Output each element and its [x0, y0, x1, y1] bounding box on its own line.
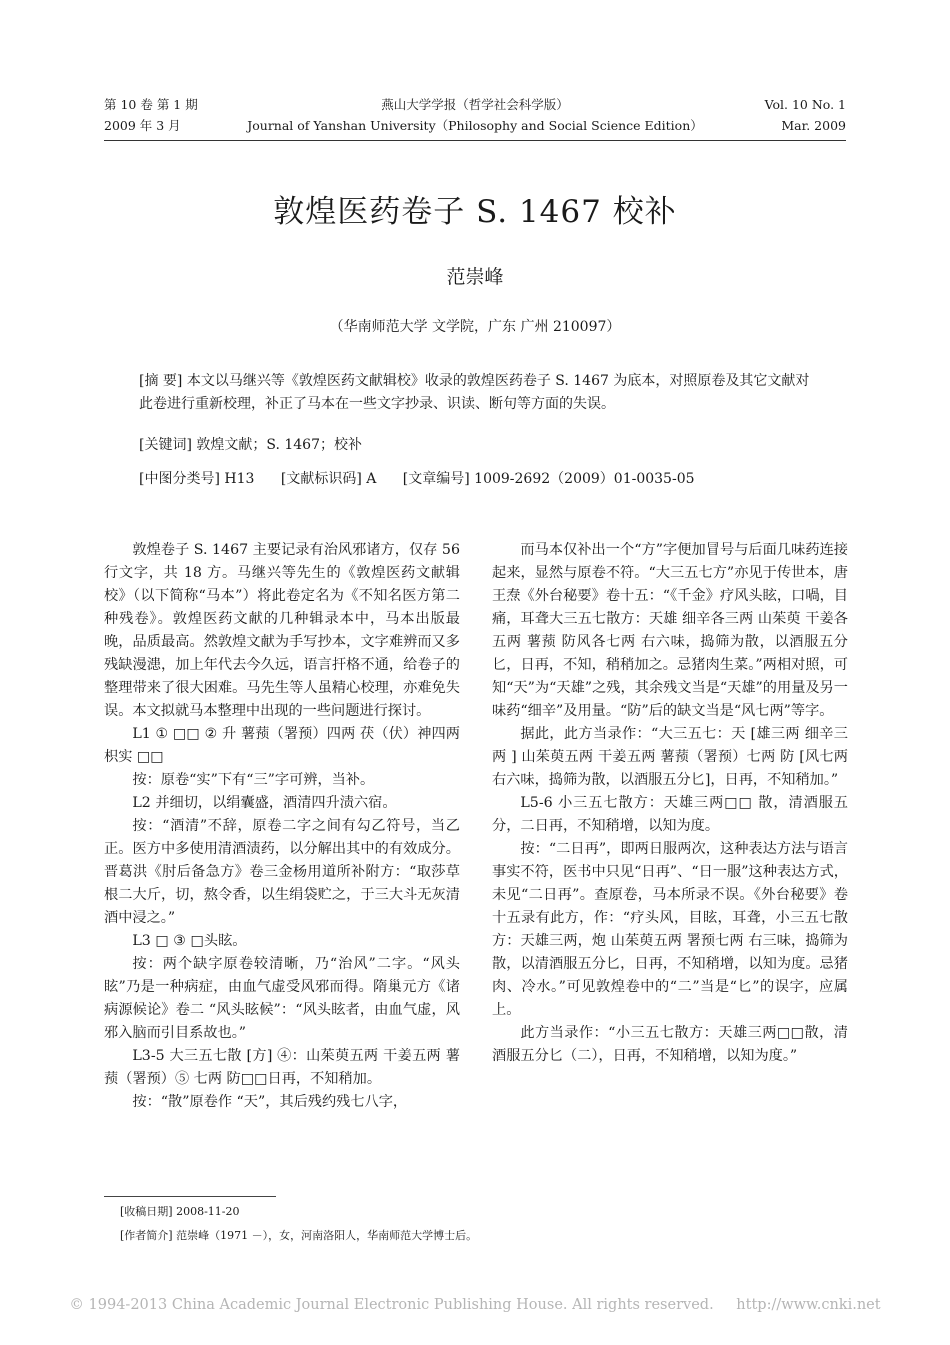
footnote-rule	[104, 1196, 276, 1197]
paper-title: 敦煌医药卷子 S. 1467 校补	[273, 194, 677, 230]
paragraph: 按：“二日再”，即两日服两次，这种表达方法与语言事实不符，医书中只见“日再”、“日一服”这种表达方式，未见“二日再”。查原卷，马本所录不误。《外台秘要》卷十五录有此方，作：“疗头风，目眩，耳聋，小三五七散方：天雄三两，炮 山茱萸五两 署预七两 右三味，捣筛为散，以清酒服五分匕，日再，不知稍增，以知为度。忌猪肉、冷水。”可见敦煌卷中的“二”当是“匕”的误字，应属上。	[492, 841, 848, 1018]
paragraph: L5-6 小三五七散方：天雄三两□□ 散，清酒服五分，二日再，不知稍增，以知为度。	[492, 795, 848, 834]
paragraph: 按：原卷“实”下有“三”字可辨，当补。	[132, 772, 375, 788]
classification-line	[139, 468, 819, 491]
clc-number: [中图分类号] H13	[139, 471, 255, 487]
paragraph: L2 并细切，以绢囊盛，酒清四升渍六宿。	[132, 795, 397, 811]
footer-url[interactable]: http://www.cnki.net	[736, 1297, 881, 1313]
volume-issue-en: Vol. 10 No. 1	[764, 97, 846, 112]
body-column-left	[104, 539, 460, 1114]
paragraph: L3 □ ③ □头眩。	[132, 933, 247, 949]
received-date: [收稿日期] 2008-11-20	[120, 1205, 240, 1218]
paragraph: 而马本仅补出一个“方”字便加冒号与后面几味药连接起来，显然与原卷不符。“大三五七方”亦见于传世本，唐王焘《外台秘要》卷十五：“《千金》疗风头眩，口喎，目痛，耳聋大三五七散方：天雄 细辛各三两 山茱萸 干姜各五两 薯蓣 防风各七两 右六味，捣筛为散，以酒服五分匕，日再，不知，稍稍加之。忌猪肉生菜。”两相对照，可知“天”为“天雄”之残，其余残文当是“天雄”的用量及另一味药“细辛”及用量。“防”后的缺文当是“风七两”等字。	[492, 542, 848, 719]
article-number: [文章编号] 1009-2692（2009）01-0035-05	[402, 471, 695, 487]
author-bio: [作者简介] 范崇峰（1971 －），女，河南洛阳人，华南师范大学博士后。	[120, 1229, 478, 1242]
keywords: [关键词] 敦煌文献；S. 1467；校补	[139, 437, 362, 453]
journal-name-en: Journal of Yanshan University（Philosophy and Social Science Edition）	[247, 118, 703, 133]
body-column-right	[492, 539, 848, 1068]
paragraph: 敦煌卷子 S. 1467 主要记录有治风邪诸方，仅存 56 行文字，共 18 方。马继兴等先生的《敦煌医药文献辑校》（以下简称“马本”）将此卷定名为《不知名医方第二种残卷》。敦煌医药文献的几种辑录本中，马本出版最晚，品质最高。然敦煌文献为手写抄本，文字难辨而又多残缺漫漶，加上年代去今久远，语言扞格不通，给卷子的整理带来了很大困难。马先生等人虽精心校理，亦难免失误。本文拟就马本整理中出现的一些问题进行探讨。	[104, 542, 460, 719]
paragraph: L3-5 大三五七散 [方] ④：山茱萸五两 干姜五两 薯蓣（署预）⑤ 七两 防□□日再，不知稍加。	[104, 1048, 460, 1087]
paragraph: 此方当录作：“小三五七散方：天雄三两□□散，清酒服五分匕（二），日再，不知稍增，以知为度。”	[492, 1025, 848, 1064]
author-affiliation: （华南师范大学 文学院，广东 广州 210097）	[329, 319, 621, 335]
publication-date-en: Mar. 2009	[781, 118, 846, 133]
abstract: [摘 要] 本文以马继兴等《敦煌医药文献辑校》收录的敦煌医药卷子 S. 1467 为底本，对照原卷及其它文献对此卷进行重新校理，补正了马本在一些文字抄录、识读、断句等方面的失误。	[139, 373, 810, 412]
journal-name	[230, 94, 720, 136]
journal-name-zh: 燕山大学学报（哲学社会科学版）	[381, 97, 569, 112]
paragraph: 按：两个缺字原卷较清晰，乃“治风”二字。“风头眩”乃是一种病症，由血气虚受风邪而得。隋巢元方《诸病源候论》卷二 “风头眩候”：“风头眩者，由血气虚，风邪入脑而引目系故也。”	[104, 956, 460, 1041]
journal-volume-en	[765, 94, 846, 136]
copyright-text: © 1994-2013 China Academic Journal Electronic Publishing House. All rights reserved.	[69, 1297, 714, 1313]
publication-date: 2009 年 3 月	[104, 118, 181, 133]
header-rule	[104, 140, 846, 141]
paragraph: 按：“酒清”不辞，原卷二字之间有勾乙符号，当乙正。医方中多使用清酒渍药，以分解出其中的有效成分。晋葛洪《肘后备急方》卷三金杨用道所补附方：“取莎草根二大斤，切，熬令香，以生绢袋贮之，于三大斗无灰清酒中浸之。”	[104, 818, 460, 926]
paragraph: 按：“散”原卷作 “天”，其后残约残七八字，	[132, 1094, 408, 1110]
paragraph: L1 ① □□ ② 升 薯蓣（署预）四两 茯（伏）神四两 枳实 □□	[104, 726, 460, 765]
journal-volume-info	[104, 94, 198, 136]
copyright-footer	[0, 1297, 950, 1313]
volume-issue: 第 10 卷 第 1 期	[104, 97, 198, 112]
author-name: 范崇峰	[446, 266, 504, 288]
paragraph: 据此，此方当录作：“大三五七：天 [雄三两 细辛三两 ] 山茱萸五两 干姜五两 薯蓣（署预）七两 防 [风七两 右六味，捣筛为散，以酒服五分匕]，日再，不知稍加。”	[492, 726, 848, 788]
document-code: [文献标识码] A	[280, 471, 377, 487]
